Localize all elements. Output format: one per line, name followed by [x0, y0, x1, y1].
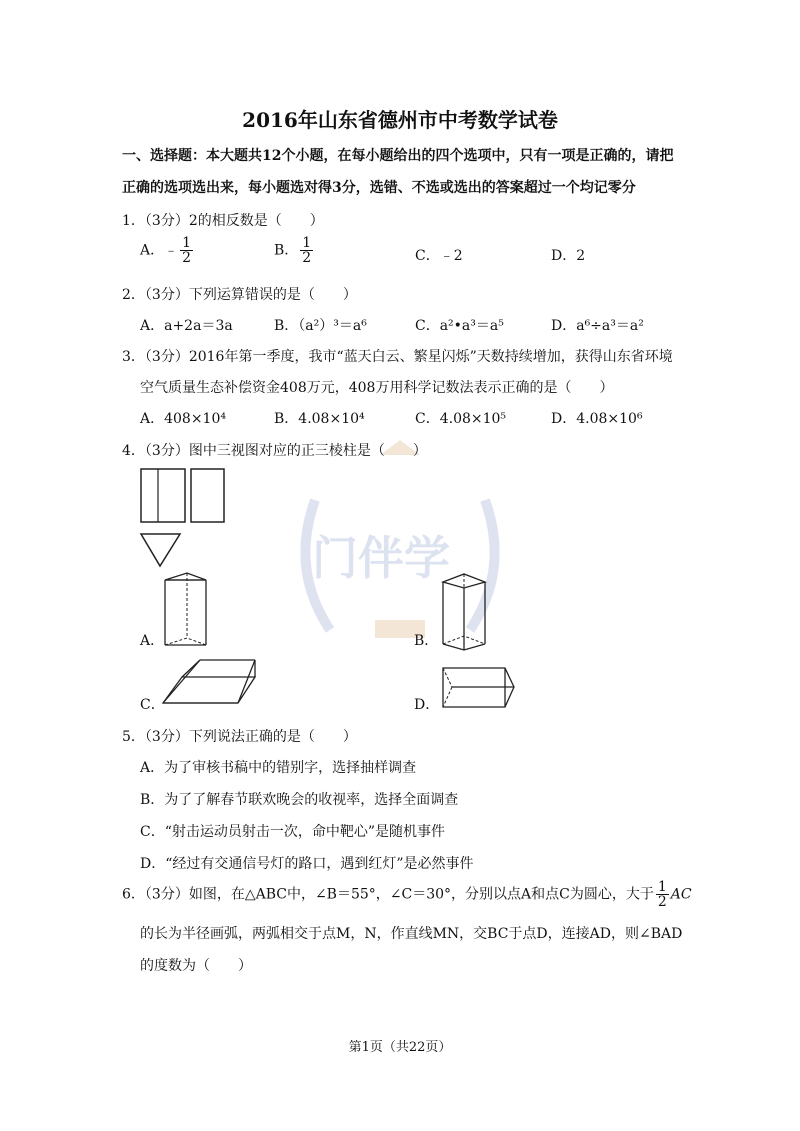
q4-three-view-figure	[138, 466, 238, 576]
q2-option-d: D．a⁶÷a³＝a²	[551, 318, 644, 334]
q4-option-b-prism	[440, 572, 490, 654]
q1-a-denominator: 2	[182, 250, 192, 266]
q1-a-sign: ﹣	[164, 242, 179, 259]
q6-frac-numerator: 1	[657, 879, 667, 895]
q1-option-a	[140, 236, 195, 265]
q6-line1-tail: AC	[670, 886, 692, 903]
q6-line1	[122, 880, 692, 909]
q2-stem: 2．（3分）下列运算错误的是（ ）	[122, 287, 357, 303]
q2-option-b: B．（a²）³＝a⁶	[274, 318, 367, 334]
q1-a-numerator: 1	[182, 235, 192, 251]
q3-option-a: A．408×10⁴	[140, 411, 226, 427]
q6-frac-denominator: 2	[657, 894, 667, 910]
q1-a-label: A．	[140, 242, 165, 259]
watermark	[270, 430, 530, 690]
q6-line1-text: 6．（3分）如图，在△ABC中，∠B＝55°，∠C＝30°，分别以点A和点C为圆心，大于	[122, 886, 654, 903]
page-title: 2016年山东省德州市中考数学试卷	[242, 108, 558, 132]
q1-b-label: B．	[274, 242, 299, 259]
q6-line2: 的长为半径画弧，两弧相交于点M，N，作直线MN，交BC于点D，连接AD，则∠BAD	[140, 926, 683, 942]
q1-option-c: C．﹣2	[415, 248, 463, 264]
q5-option-b: B．为了了解春节联欢晚会的收视率，选择全面调查	[140, 792, 459, 808]
q1-b-numerator: 1	[302, 235, 312, 251]
q4-option-a-label: A．	[140, 633, 165, 649]
q4-option-c-prism	[160, 655, 260, 711]
section-instructions-line1: 一、选择题：本大题共12个小题，在每小题给出的四个选项中，只有一项是正确的，请把	[122, 148, 674, 164]
q1-b-denominator: 2	[302, 250, 312, 266]
q4-option-d-label: D．	[414, 697, 440, 713]
q5-option-c: C．“射击运动员射击一次，命中靶心”是随机事件	[140, 824, 446, 840]
q5-stem: 5．（3分）下列说法正确的是（ ）	[122, 729, 357, 745]
q4-option-b-label: B．	[414, 633, 439, 649]
q4-stem: 4．（3分）图中三视图对应的正三棱柱是（ ）	[122, 443, 427, 459]
q3-option-c: C．4.08×10⁵	[415, 411, 507, 427]
q3-option-d: D．4.08×10⁶	[551, 411, 643, 427]
q3-option-b: B．4.08×10⁴	[274, 411, 365, 427]
q4-option-a-prism	[162, 570, 212, 650]
q3-line2: 空气质量生态补偿资金408万元，408万用科学记数法表示正确的是（ ）	[140, 380, 614, 396]
q1-a-fraction	[180, 236, 193, 265]
q6-fraction	[656, 880, 669, 909]
q1-option-b	[274, 236, 315, 265]
q3-line1: 3．（3分）2016年第一季度，我市“蓝天白云、繁星闪烁”天数持续增加，获得山东省环境	[122, 349, 673, 365]
q4-option-d-prism	[440, 665, 518, 711]
q1-option-d: D．2	[551, 248, 586, 264]
q1-stem: 1．（3分）2的相反数是（ ）	[122, 213, 324, 229]
q4-option-c-label: C．	[140, 697, 165, 713]
q1-b-fraction	[300, 236, 313, 265]
q2-option-c: C．a²•a³＝a⁵	[415, 318, 504, 334]
q6-line3: 的度数为（ ）	[140, 958, 252, 974]
q2-option-a: A．a+2a＝3a	[140, 318, 233, 334]
section-instructions-line2: 正确的选项选出来，每小题选对得3分，选错、不选或选出的答案超过一个均记零分	[122, 180, 636, 196]
q5-option-a: A．为了审核书稿中的错别字，选择抽样调查	[140, 760, 417, 776]
watermark-text: 门伴学	[312, 531, 450, 585]
page-footer: 第1页（共22页）	[348, 1040, 452, 1055]
q5-option-d: D．“经过有交通信号灯的路口，遇到红灯”是必然事件	[140, 856, 474, 872]
